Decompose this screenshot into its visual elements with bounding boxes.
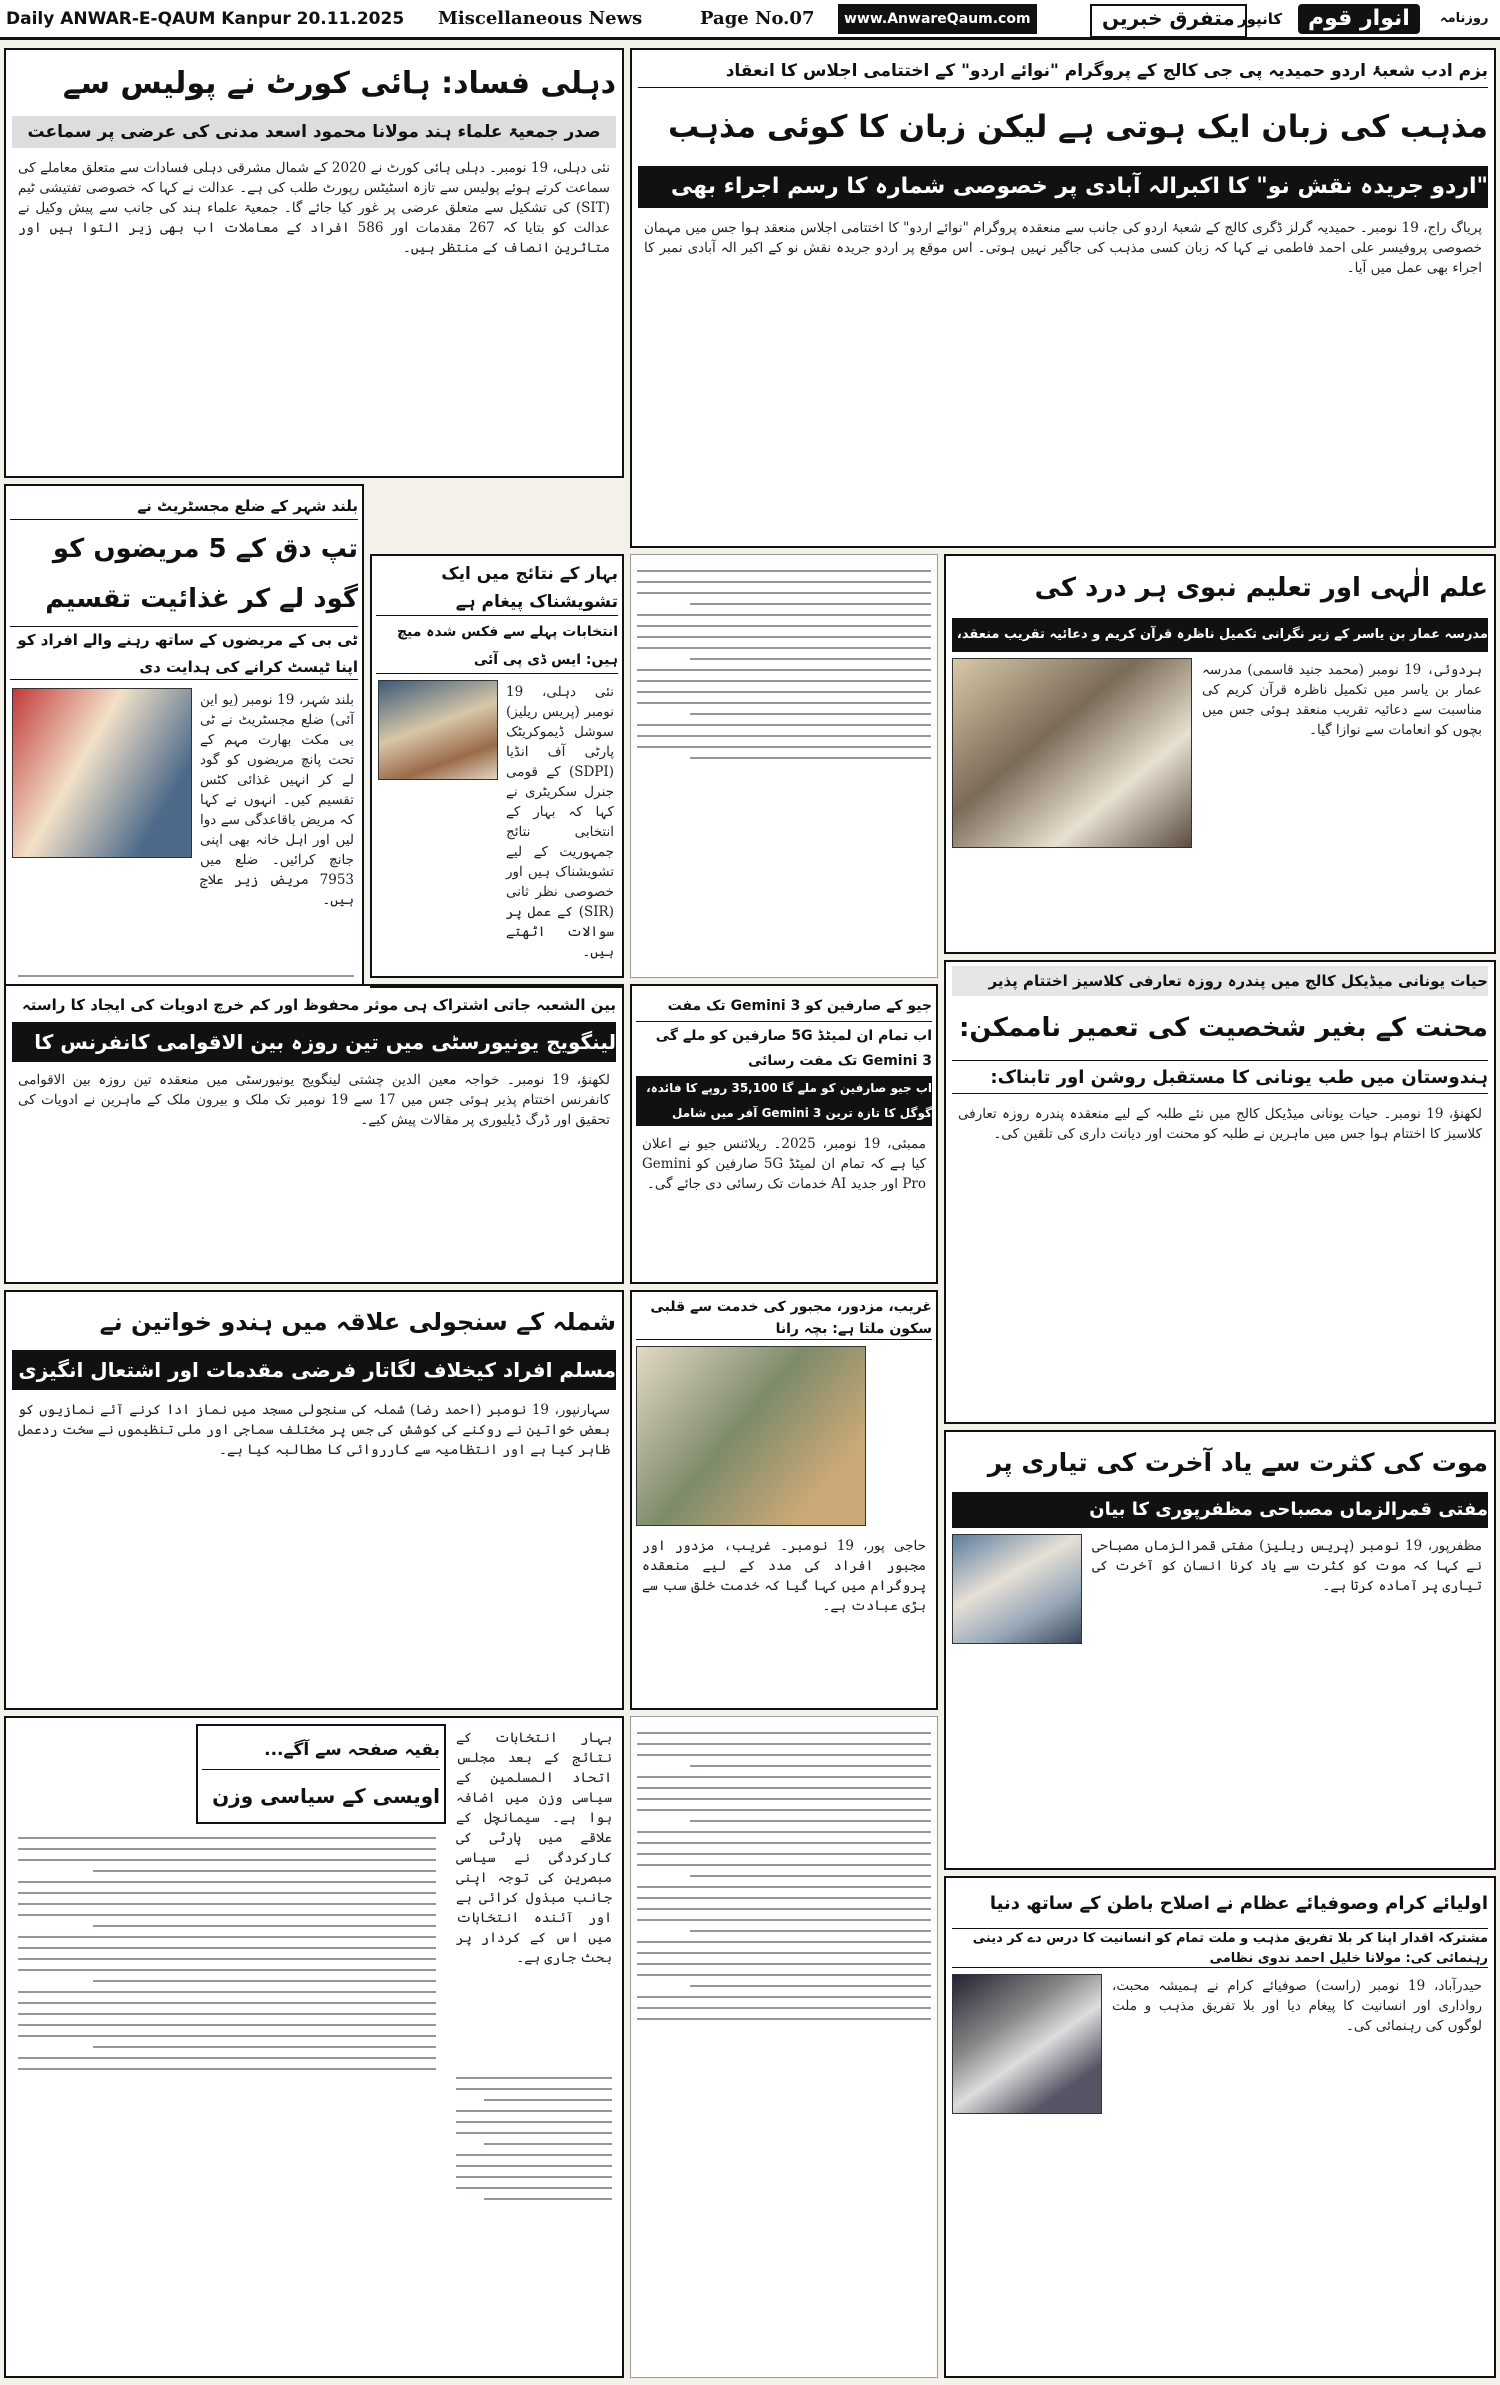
- story-madrasa: [944, 554, 1496, 954]
- story-service-headline: غریب، مزدور، مجبور کی خدمت سے قلبی سکون ملتا ہے: بچہ رانا: [636, 1296, 932, 1340]
- story-owaisi-col2: [450, 2068, 618, 2368]
- story-bihar-headline: بہار کے نتائج میں ایک تشویشناک پیغام ہے: [376, 560, 618, 616]
- story-unani-body: لکھنؤ، 19 نومبر۔ حیات یونانی میڈیکل کالج میں نئے طلبہ کے لیے منعقدہ پندرہ روزہ تعارفی کلاسیز کا اختتام ہوا جس میں ماہرین نے طلبہ کو محنت اور دیانت داری کی تلقین کی۔: [958, 1106, 1482, 1142]
- death-event-photo: [952, 1534, 1082, 1644]
- maulana-portrait-photo: [952, 1974, 1102, 2114]
- story-conference-headline: لینگویج یونیورسٹی میں تین روزہ بین الاقوامی کانفرنس کا: [12, 1022, 616, 1062]
- story-service: [630, 1290, 938, 1710]
- story-death-body: مظفرپور، 19 نومبر (پریس ریلیز) مفتی قمرالزماں مصباحی نے کہا کہ موت کو کثرت سے یاد کرنا انسان کو آخرت کی تیاری پر آمادہ کرتا ہے۔: [1092, 1538, 1483, 1594]
- story-owaisi-body: بہار انتخابات کے نتائج کے بعد مجلس اتحاد المسلمین کے سیاسی وزن میں اضافہ ہوا ہے۔ سیمانچل کے علاقے میں پارٹی کی کارکردگی نے سیاسی مبصرین کی توجہ اپنی جانب مبذول کرائی ہے اور آئندہ انتخابات میں اس کے کردار پر بحث جاری ہے۔: [456, 1730, 612, 1966]
- story-gemini-subhead: اب جیو صارفین کو ملے گا 35,100 روپے کا فائدہ، گوگل کا تازہ ترین Gemini 3 آفر میں شامل: [636, 1076, 932, 1126]
- story-bihar-subhead: انتخابات پہلے سے فکس شدہ میچ ہیں: ایس ڈی پی آئی: [376, 618, 618, 674]
- story-gemini-kicker: جیو کے صارفین کو Gemini 3 تک مفت: [636, 990, 932, 1022]
- masthead-daily: روزنامہ: [1440, 11, 1489, 26]
- story-urdu-main-kicker: بزم ادب شعبۂ اردو حمیدیہ پی جی کالج کے پروگرام "نوائے اردو" کے اختتامی اجلاس کا انعقاد: [638, 54, 1488, 88]
- story-sufi-subhead: مشترکہ اقدار اپنا کر بلا تفریق مذہب و ملت تمام کو انسانیت کا درس دے کر دینی رہنمائی کی: مولانا خلیل احمد ندوی نظامی: [952, 1928, 1488, 1968]
- story-conference: [4, 984, 624, 1284]
- story-owaisi: [4, 1716, 624, 2378]
- story-urdu-main: [630, 48, 1496, 548]
- story-sufi-body: حیدرآباد، 19 نومبر (راست) صوفیائے کرام نے ہمیشہ محبت، رواداری اور انسانیت کا پیغام دیا اور بلا تفریق مذہب و ملت لوگوں کی رہنمائی کی۔: [1112, 1978, 1483, 2034]
- story-urdu-main-headline: مذہب کی زبان ایک ہوتی ہے لیکن زبان کا کوئی مذہب: [668, 109, 1488, 145]
- masthead-section-urdu: متفرق خبریں: [1090, 4, 1247, 38]
- story-death-subhead: مفتی قمرالزماں مصباحی مظفرپوری کا بیان: [952, 1492, 1488, 1528]
- middle-lower-continued: [630, 1716, 938, 2378]
- anwar-e-qaum-logo-icon: انوار قوم: [1298, 4, 1420, 34]
- story-tb-body: بلند شہر، 19 نومبر (یو این آئی) ضلع مجسٹریٹ نے ٹی بی مکت بھارت مہم کے تحت پانچ مریضوں کو گود لے کر انہیں غذائی کٹس تقسیم کیں۔ انہوں نے کہا کہ مریض باقاعدگی سے دوا لیں اور اہل خانہ بھی اپنی جانچ کرائیں۔ ضلع میں 7953 مریض زیر علاج ہیں۔: [200, 692, 354, 908]
- story-delhi-subhead: صدر جمعیۃ علماء ہند مولانا محمود اسعد مدنی کی عرضی پر سماعت: [12, 116, 616, 148]
- story-service-body: حاجی پور، 19 نومبر۔ غریب، مزدور اور مجبور افراد کی مدد کے لیے منعقدہ پروگرام میں کہا گیا کہ خدمت خلق سب سے بڑی عبادت ہے۔: [642, 1538, 926, 1614]
- owaisi-headline-box: [196, 1724, 446, 1824]
- story-gemini-headline: اب تمام ان لمیٹڈ 5G صارفین کو ملے گی Gemini 3 تک مفت رسائی: [655, 1028, 932, 1069]
- masthead-page: Page No.07: [700, 8, 815, 29]
- story-owaisi-kicker: بقیہ صفحہ سے آگے...: [202, 1730, 440, 1770]
- masthead-section: Miscellaneous News: [438, 8, 643, 29]
- story-bihar: [370, 554, 624, 978]
- story-madrasa-body: ہردوئی، 19 نومبر (محمد جنید قاسمی) مدرسہ عمار بن یاسر میں تکمیل ناظرہ قرآن کریم کی مناسبت سے دعائیہ تقریب منعقد ہوئی جس میں بچوں کو انعامات سے نوازا گیا۔: [1202, 662, 1482, 738]
- story-delhi: [4, 48, 624, 478]
- sdpi-leader-photo: [378, 680, 498, 780]
- story-owaisi-continued: [12, 1828, 442, 2368]
- madrasa-event-photo: [952, 658, 1192, 848]
- story-tb-headline: تپ دق کے 5 مریضوں کو گود لے کر غذائیت تقسیم: [45, 534, 358, 614]
- story-madrasa-headline: علم الٰہی اور تعلیم نبوی ہر درد کی: [1034, 573, 1488, 603]
- story-tb-kicker: بلند شہر کے ضلع مجسٹریٹ نے: [10, 492, 358, 520]
- story-shimla: [4, 1290, 624, 1710]
- story-conference-body: لکھنؤ، 19 نومبر۔ خواجہ معین الدین چشتی لینگویج یونیورسٹی میں منعقدہ تین روزہ بین الاقوامی کانفرنس اختتام پذیر ہوئی جس میں 17 سے 19 نومبر تک ملک و بیرون ملک کے ماہرین نے ادویات کی تحقیق اور ڈرگ ڈیلیوری پر مقالات پیش کیے۔: [18, 1072, 610, 1128]
- story-sufi-headline: اولیائے کرام وصوفیائے عظام نے اصلاح باطن کے ساتھ دنیا: [989, 1893, 1488, 1914]
- story-unani-kicker: حیات یونانی میڈیکل کالج میں پندرہ روزہ تعارفی کلاسیز اختتام پذیر: [952, 966, 1488, 996]
- story-delhi-headline: دہلی فساد: ہائی کورٹ نے پولیس سے: [62, 66, 616, 101]
- service-event-photo: [636, 1346, 866, 1526]
- masthead-city: کانپور: [1238, 10, 1283, 28]
- masthead: [0, 0, 1500, 40]
- story-conference-kicker: بین الشعبہ جاتی اشتراک ہی موثر محفوظ اور کم خرچ ادویات کی ایجاد کا راستہ: [21, 996, 616, 1014]
- story-shimla-subhead: مسلم افراد کیخلاف لگاتار فرضی مقدمات اور اشتعال انگیزی: [12, 1350, 616, 1390]
- story-shimla-body: سہارنپور، 19 نومبر (احمد رضا) شملہ کی سنجولی مسجد میں نماز ادا کرنے آئے نمازیوں کو بعض خواتین نے روکنے کی کوشش کی جس پر مختلف سماجی اور ملی تنظیموں نے سخت ردعمل ظاہر کیا ہے اور انتظامیہ سے کارروائی کا مطالبہ کیا ہے۔: [18, 1402, 611, 1458]
- story-unani-headline: محنت کے بغیر شخصیت کی تعمیر ناممکن:: [959, 1013, 1488, 1043]
- story-death-headline: موت کی کثرت سے یاد آخرت کی تیاری پر: [987, 1448, 1488, 1477]
- story-unani-subhead: ہندوستان میں طب یونانی کا مستقبل روشن اور تابناک:: [952, 1060, 1488, 1094]
- story-tb-subhead: ٹی بی کے مریضوں کے ساتھ رہنے والے افراد کو اپنا ٹیسٹ کرانے کی ہدایت دی: [10, 626, 358, 680]
- masthead-date: Daily ANWAR-E-QAUM Kanpur 20.11.2025: [6, 9, 405, 29]
- story-owaisi-headline: اویسی کے سیاسی وزن: [212, 1784, 440, 1808]
- story-shimla-headline: شملہ کے سنجولی علاقہ میں ہندو خواتین نے: [99, 1308, 616, 1336]
- story-urdu-main-body: پریاگ راج، 19 نومبر۔ حمیدیہ گرلز ڈگری کالج کے شعبۂ اردو کی جانب سے منعقدہ پروگرام "نوائے اردو" کا اختتامی اجلاس منعقد ہوا جس میں مہمان خصوصی پروفیسر علی احمد فاطمی نے کہا کہ زبان کسی مذہب کی جاگیر نہیں ہوتی۔ اس موقع پر اردو جریدہ نقش نو کے اکبر الہ آبادی نمبر کا اجراء بھی عمل میں آیا۔: [644, 220, 1482, 276]
- unused: [370, 984, 624, 988]
- tb-distribution-photo: [12, 688, 192, 858]
- story-madrasa-subhead: مدرسہ عمار بن یاسر کے زیر نگرانی تکمیل ناظرہ قرآن کریم و دعائیہ تقریب منعقد،: [952, 618, 1488, 652]
- masthead-url[interactable]: www.AnwareQaum.com: [838, 4, 1037, 34]
- story-delhi-body: نئی دہلی، 19 نومبر۔ دہلی ہائی کورٹ نے 2020 کے شمال مشرقی دہلی فسادات سے متعلق معاملے کی سماعت کرتے ہوئے پولیس سے تازہ اسٹیٹس رپورٹ طلب کی ہے۔ عدالت نے کہا کہ خصوصی تفتیشی ٹیم (SIT) کی تشکیل سے متعلق عرضی پر غور کیا جائے گا۔ جمعیۃ علماء ہند کی جانب سے پیش وکیل نے عدالت کو بتایا کہ 267 مقدمات اور 586 افراد کے معاملات اب بھی زیر التوا ہیں اور متاثرین انصاف کے منتظر ہیں۔: [18, 160, 610, 256]
- story-sufi: [944, 1876, 1496, 2378]
- story-bihar-body: نئی دہلی، 19 نومبر (پریس ریلیز) سوشل ڈیموکریٹک پارٹی آف انڈیا (SDPI) کے قومی جنرل سکریٹری نے کہا کہ بہار کے انتخابی نتائج جمہوریت کے لیے تشویشناک ہیں اور خصوصی نظر ثانی (SIR) کے عمل پر سوالات اٹھتے ہیں۔: [506, 684, 614, 960]
- story-death: [944, 1430, 1496, 1870]
- story-urdu-main-subhead: "اردو جریدہ نقش نو" کا اکبرالہ آبادی پر خصوصی شمارہ کا رسم اجراء بھی: [638, 166, 1488, 208]
- story-gemini-body: ممبئی، 19 نومبر، 2025۔ ریلائنس جیو نے اعلان کیا ہے کہ تمام ان لمیٹڈ 5G صارفین کو Gemini Pro اور جدید AI خدمات تک رسائی دی جائے گی۔: [642, 1136, 926, 1192]
- urdu-main-continued: [630, 554, 938, 978]
- story-gemini: [630, 984, 938, 1284]
- story-unani: [944, 960, 1496, 1424]
